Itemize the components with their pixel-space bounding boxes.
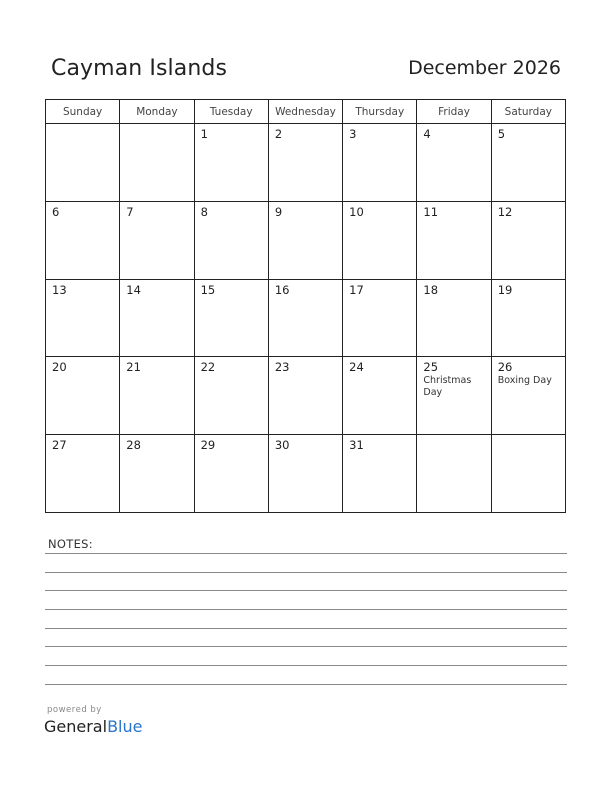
brand-logo-blue: Blue (107, 717, 143, 736)
day-cell (46, 435, 120, 513)
note-line (45, 609, 567, 610)
day-cell (120, 124, 194, 202)
day-cell (46, 201, 120, 279)
day-number: 26 (497, 360, 513, 375)
day-number: 6 (52, 204, 60, 219)
brand-logo (44, 717, 142, 736)
powered-by-text: powered by (47, 705, 102, 715)
calendar-grid (45, 99, 566, 513)
notes-label: NOTES: (48, 537, 93, 551)
calendar-week-row (46, 124, 566, 202)
note-line (45, 572, 567, 573)
day-cell (268, 201, 342, 279)
day-cell (268, 357, 342, 435)
day-cell (194, 357, 268, 435)
day-cell (491, 435, 565, 513)
calendar-week-row (46, 201, 566, 279)
day-number: 17 (349, 282, 364, 297)
day-cell (194, 124, 268, 202)
day-number: 20 (52, 360, 67, 375)
note-line (45, 553, 567, 554)
day-cell (46, 124, 120, 202)
day-cell (194, 201, 268, 279)
day-number: 7 (126, 204, 134, 219)
day-number: 15 (200, 282, 216, 297)
weekday-header: Thursday (343, 100, 417, 124)
calendar-week-row (46, 279, 566, 357)
day-number: 25 (423, 360, 439, 375)
day-cell (194, 435, 268, 513)
day-number: 3 (349, 127, 357, 141)
day-number: 31 (349, 438, 364, 453)
day-cell (120, 435, 194, 513)
holiday-label: Christmas Day (423, 375, 472, 399)
day-cell (417, 435, 491, 513)
day-cell (120, 279, 194, 357)
calendar-week-row (46, 357, 566, 435)
day-cell (417, 357, 491, 435)
day-number: 2 (274, 127, 283, 141)
day-number: 19 (497, 282, 513, 297)
day-number: 22 (200, 360, 216, 375)
day-number: 28 (126, 438, 141, 453)
day-cell (343, 279, 417, 357)
day-number: 5 (497, 127, 506, 141)
day-cell (343, 124, 417, 202)
weekday-header: Friday (417, 100, 491, 124)
day-cell (268, 124, 342, 202)
day-number: 16 (274, 282, 290, 297)
calendar-month-title: December 2026 (408, 57, 561, 79)
day-number: 4 (423, 127, 431, 141)
weekday-header: Monday (120, 100, 194, 124)
day-number: 10 (349, 204, 364, 219)
day-number: 8 (200, 204, 208, 219)
day-number: 12 (497, 204, 513, 219)
note-line (45, 665, 567, 666)
day-number: 24 (349, 360, 364, 375)
calendar-week-row (46, 435, 566, 513)
day-number: 13 (52, 282, 67, 297)
note-line (45, 590, 567, 591)
day-cell (120, 201, 194, 279)
day-cell (46, 279, 120, 357)
weekday-header-row (46, 100, 566, 124)
note-line (45, 646, 567, 647)
day-number: 27 (52, 438, 67, 453)
day-cell (417, 201, 491, 279)
day-cell (491, 124, 565, 202)
day-number: 9 (274, 204, 283, 219)
day-cell (343, 435, 417, 513)
day-number: 23 (274, 360, 290, 375)
day-cell (343, 201, 417, 279)
holiday-label: Boxing Day (497, 375, 552, 387)
day-cell (46, 357, 120, 435)
day-cell (268, 279, 342, 357)
day-number: 14 (126, 282, 141, 297)
day-cell (417, 124, 491, 202)
weekday-header: Wednesday (268, 100, 342, 124)
day-cell (491, 279, 565, 357)
day-cell (268, 435, 342, 513)
day-number: 30 (274, 438, 290, 453)
brand-logo-general: General (44, 717, 108, 736)
weekday-header: Saturday (491, 100, 565, 124)
calendar-country-title: Cayman Islands (51, 56, 228, 81)
day-cell (194, 279, 268, 357)
day-number: 11 (423, 204, 439, 219)
day-number: 21 (126, 360, 141, 375)
day-cell (491, 201, 565, 279)
day-number: 18 (423, 282, 439, 297)
weekday-header: Sunday (46, 100, 120, 124)
day-number: 29 (200, 438, 216, 453)
day-cell (120, 357, 194, 435)
day-cell (343, 357, 417, 435)
day-cell (417, 279, 491, 357)
weekday-header: Tuesday (194, 100, 268, 124)
note-line (45, 684, 567, 685)
day-number: 1 (200, 127, 208, 141)
note-line (45, 628, 567, 629)
day-cell (491, 357, 565, 435)
